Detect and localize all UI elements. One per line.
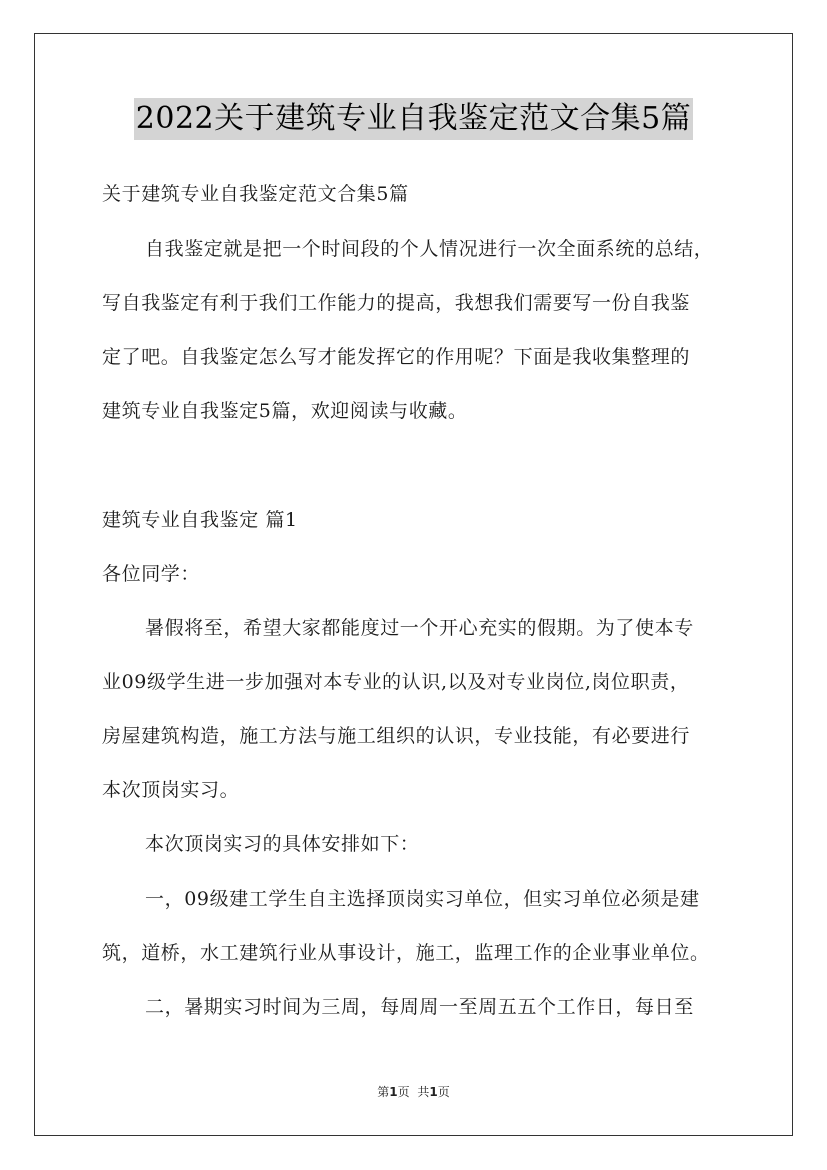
page-footer xyxy=(0,1084,827,1100)
paragraph-line: 自我鉴定就是把一个时间段的个人情况进行一次全面系统的总结， xyxy=(145,238,714,260)
paragraph-line: 本次顶岗实习的具体安排如下： xyxy=(145,833,420,855)
paragraph-line: 业09级学生进一步加强对本专业的认识,以及对专业岗位,岗位职责， xyxy=(102,671,690,693)
subtitle-line: 关于建筑专业自我鉴定范文合集5篇 xyxy=(102,183,409,205)
page-suffix: 页 xyxy=(397,1085,410,1099)
salutation-line: 各位同学： xyxy=(102,563,201,585)
paragraph-line: 定了吧。自我鉴定怎么写才能发挥它的作用呢？下面是我收集整理的 xyxy=(102,346,691,368)
total-pages: 1 xyxy=(429,1085,438,1099)
paragraph-line: 写自我鉴定有利于我们工作能力的提高，我想我们需要写一份自我鉴 xyxy=(102,292,691,314)
paragraph-line: 房屋建筑构造，施工方法与施工组织的认识，专业技能，有必要进行 xyxy=(102,725,691,747)
page-prefix: 第 xyxy=(377,1085,390,1099)
paragraph-line: 暑假将至，希望大家都能度过一个开心充实的假期。为了使本专 xyxy=(145,617,694,639)
section-heading: 建筑专业自我鉴定 篇1 xyxy=(102,509,298,531)
document-title: 2022关于建筑专业自我鉴定范文合集5篇 xyxy=(134,98,693,140)
page-number: 1 xyxy=(389,1085,398,1099)
paragraph-line: 本次顶岗实习。 xyxy=(102,779,240,801)
paragraph-line: 二，暑期实习时间为三周，每周周一至周五五个工作日，每日至 xyxy=(145,996,694,1018)
total-suffix: 页 xyxy=(437,1085,450,1099)
total-prefix: 共 xyxy=(417,1085,430,1099)
paragraph-line: 一，09级建工学生自主选择顶岗实习单位，但实习单位必须是建 xyxy=(145,888,700,910)
paragraph-line: 建筑专业自我鉴定5篇，欢迎阅读与收藏。 xyxy=(102,400,468,422)
paragraph-line: 筑，道桥，水工建筑行业从事设计，施工，监理工作的企业事业单位。 xyxy=(102,942,710,964)
title-container xyxy=(0,98,827,140)
